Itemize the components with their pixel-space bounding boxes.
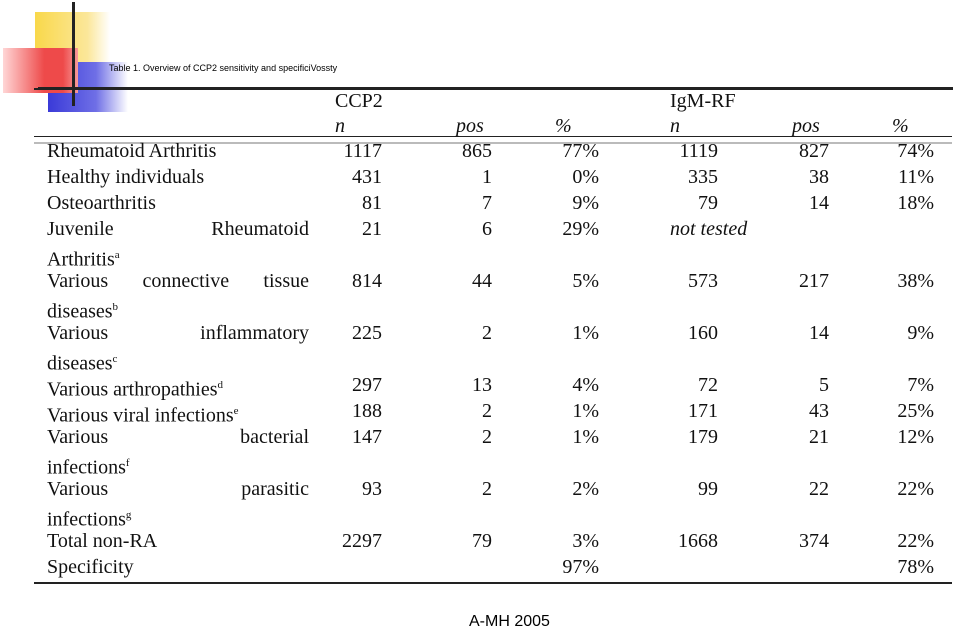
table-cell: 0%: [572, 166, 599, 188]
table-cell: 160: [688, 322, 718, 344]
row-label-word: Various: [47, 322, 109, 344]
footnote-marker: a: [114, 249, 120, 261]
row-label-word: Various: [47, 426, 109, 448]
row-label-word: Specificity: [47, 556, 134, 578]
table-cell: 38%: [897, 270, 934, 292]
table-cell: 573: [688, 270, 718, 292]
table-bottom-rule: [34, 582, 952, 584]
table-cell: 99: [698, 478, 718, 500]
table-cell: 374: [799, 530, 829, 552]
table-cell: 22%: [897, 530, 934, 552]
table-cell: 2: [482, 322, 492, 344]
row-label-word: Various arthropathies$^d$: [47, 378, 224, 401]
table-cell: 6: [482, 218, 492, 240]
table-cell: 7%: [907, 374, 934, 396]
table-cell: 827: [799, 140, 829, 162]
row-label-word: Juvenile: [47, 218, 114, 240]
row-label-continuation: infections: [47, 508, 126, 531]
row-label-word: Rheumatoid Arthritis: [47, 140, 217, 162]
footnote-marker: e: [233, 405, 239, 417]
table-cell: 29%: [562, 218, 599, 240]
footnote-marker: g: [125, 509, 132, 521]
table-cell: 9%: [907, 322, 934, 344]
table-cell: 1668: [678, 530, 718, 552]
table-cell: 79: [472, 530, 492, 552]
footnote-marker: b: [112, 301, 119, 313]
group-header-ccp2: CCP2: [335, 90, 383, 112]
row-label-word: Various: [47, 478, 109, 500]
table-cell: 13: [472, 374, 492, 396]
row-label-word: Various: [47, 270, 109, 292]
table-cell: 3%: [572, 530, 599, 552]
row-label-continuation: Arthritis: [47, 248, 115, 271]
row-label-word: Osteoarthritis: [47, 192, 156, 214]
table-cell: 22: [809, 478, 829, 500]
table-cell: 21: [362, 218, 382, 240]
table-cell: 74%: [897, 140, 934, 162]
subheader-n: n: [335, 115, 345, 137]
footnote-marker: d: [217, 379, 224, 391]
row-label-word: Various viral infections$^e$: [47, 404, 239, 427]
table-cell: 14: [809, 322, 829, 344]
table-top-rule: [34, 88, 952, 90]
table-cell: 2: [482, 478, 492, 500]
table-cell: 22%: [897, 478, 934, 500]
table-cell: 217: [799, 270, 829, 292]
table-cell: 7: [482, 192, 492, 214]
row-label-word: Rheumatoid: [211, 218, 309, 240]
row-label: [47, 164, 309, 190]
table-cell: 21: [809, 426, 829, 448]
table-cell: 171: [688, 400, 718, 422]
row-label: [47, 216, 309, 273]
table-cell: 865: [462, 140, 492, 162]
row-label: [47, 528, 309, 554]
table-cell: 1%: [572, 322, 599, 344]
table-cell: 1119: [679, 140, 718, 162]
table-cell: 2%: [572, 478, 599, 500]
table-cell: 2: [482, 400, 492, 422]
data-table: [34, 88, 952, 585]
table-cell: 225: [352, 322, 382, 344]
table-caption: Table 1. Overview of CCP2 sensitivity and specificiVossty: [109, 63, 338, 73]
subheader-percent: %: [555, 115, 572, 137]
row-label-word: bacterial: [240, 426, 309, 448]
table-cell: 18%: [897, 192, 934, 214]
row-label-word: Healthy individuals: [47, 166, 205, 188]
table-cell: 188: [352, 400, 382, 422]
table-cell: 1%: [572, 426, 599, 448]
table-cell: 4%: [572, 374, 599, 396]
table-cell: 335: [688, 166, 718, 188]
table-cell: 814: [352, 270, 382, 292]
table-cell: 431: [352, 166, 382, 188]
row-label-continuation: infections: [47, 456, 126, 479]
table-cell: 43: [809, 400, 829, 422]
row-label: [47, 138, 309, 164]
row-label-word: Total non-RA: [47, 530, 158, 552]
table-cell: 25%: [897, 400, 934, 422]
table-cell: 12%: [897, 426, 934, 448]
subheader-pos: pos: [792, 115, 820, 137]
not-tested-note: not tested: [670, 218, 748, 240]
table-cell: 1: [482, 166, 492, 188]
row-label: [47, 424, 309, 481]
table-cell: 81: [362, 192, 382, 214]
table-cell: 38: [809, 166, 829, 188]
row-label: [47, 320, 309, 377]
table-cell: 79: [698, 192, 718, 214]
table-cell: 5%: [572, 270, 599, 292]
table-cell: 179: [688, 426, 718, 448]
row-label: [47, 476, 309, 533]
table-cell: 5: [819, 374, 829, 396]
row-label-word: inflammatory: [200, 322, 309, 344]
table-cell: 78%: [897, 556, 934, 578]
row-label-continuation: diseases: [47, 300, 113, 323]
table-cell: 1117: [343, 140, 382, 162]
subheader-percent: %: [892, 115, 909, 137]
row-label: [47, 554, 309, 580]
table-cell: 77%: [562, 140, 599, 162]
table-cell: 11%: [898, 166, 934, 188]
table-cell: 9%: [572, 192, 599, 214]
table-cell: 2: [482, 426, 492, 448]
row-label-word: parasitic: [241, 478, 309, 500]
footer-credit: A-MH 2005: [469, 613, 550, 630]
subheader-pos: pos: [456, 115, 484, 137]
table-cell: 14: [809, 192, 829, 214]
table-cell: 72: [698, 374, 718, 396]
table-cell: 44: [472, 270, 492, 292]
group-header-igmrf: IgM-RF: [670, 90, 736, 112]
subheader-n: n: [670, 115, 680, 137]
table-cell: 93: [362, 478, 382, 500]
row-label-word: tissue: [263, 270, 309, 292]
row-label-continuation: diseases: [47, 352, 113, 375]
row-label: [47, 190, 309, 216]
table-cell: 147: [352, 426, 382, 448]
table-cell: 297: [352, 374, 382, 396]
footnote-marker: f: [125, 457, 130, 469]
row-label: [47, 268, 309, 325]
row-label-word: connective: [142, 270, 230, 292]
table-cell: 1%: [572, 400, 599, 422]
table-cell: 97%: [562, 556, 599, 578]
table-cell: 2297: [342, 530, 382, 552]
footnote-marker: c: [112, 353, 118, 365]
